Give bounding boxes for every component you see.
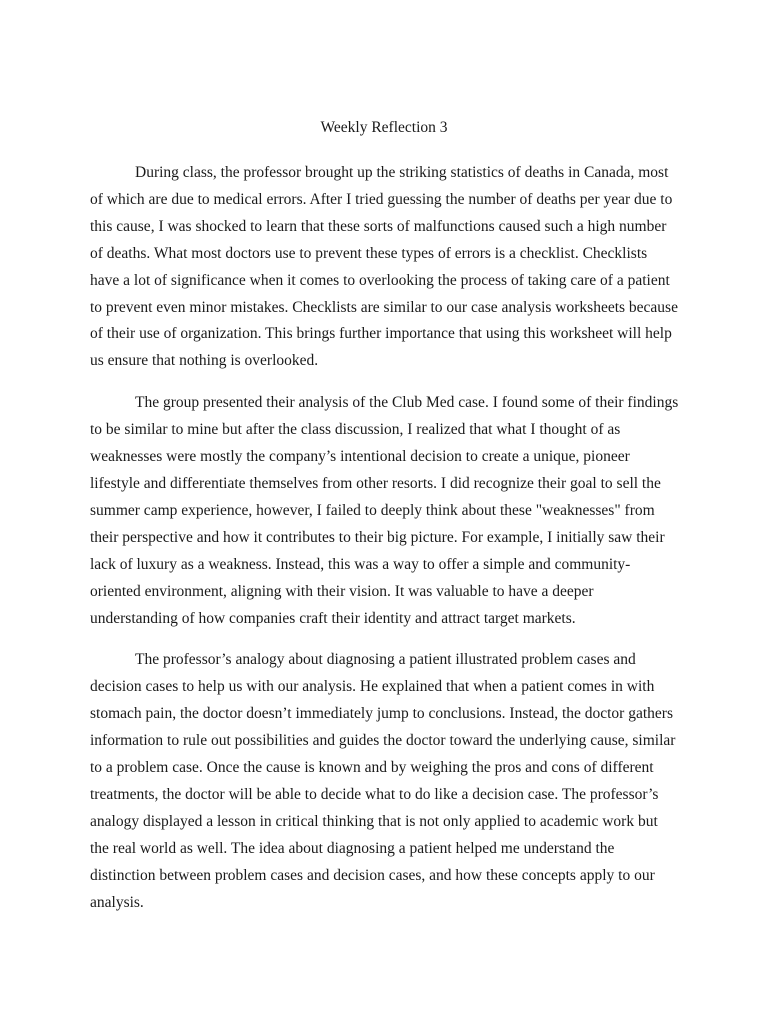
paragraph-2: The group presented their analysis of the Club Med case. I found some of their findings to be similar to mine but after the class discussion, I realized that what I thought of as weaknesses were mostly the company’s intentional decision to create a unique, pioneer lifestyle and differentiate themselves from other resorts. I did recognize their goal to sell the summer camp experience, however, I failed to deeply think about these "weaknesses" from their perspective and how it contributes to their big picture. For example, I initially saw their lack of luxury as a weakness. Instead, this was a way to offer a simple and community-oriented environment, aligning with their vision. It was valuable to have a deeper understanding of how companies craft their identity and attract target markets. <box>90 394 679 627</box>
paragraph-1: During class, the professor brought up the striking statistics of deaths in Canada, most of which are due to medical errors. After I tried guessing the number of deaths per year due to this cause, I was shocked to learn that these sorts of malfunctions caused such a high number of deaths. What most doctors use to prevent these types of errors is a checklist. Checklists have a lot of significance when it comes to overlooking the process of taking care of a patient to prevent even minor mistakes. Checklists are similar to our case analysis worksheets because of their use of organization. This brings further importance that using this worksheet will help us ensure that nothing is overlooked. <box>90 164 678 370</box>
document-title: Weekly Reflection 3 <box>320 119 448 136</box>
paragraph-3: The professor’s analogy about diagnosing a patient illustrated problem cases and decision cases to help us with our analysis. He explained that when a patient comes in with stomach pain, the doctor doesn’t immediately jump to conclusions. Instead, the doctor gathers information to rule out possibilities and guides the doctor toward the underlying cause, similar to a problem case. Once the cause is known and by weighing the pros and cons of different treatments, the doctor will be able to decide what to do like a decision case. The professor’s analogy displayed a lesson in critical thinking that is not only applied to academic work but the real world as well. The idea about diagnosing a patient helped me understand the distinction between problem cases and decision cases, and how these concepts apply to our analysis. <box>90 651 676 911</box>
document-body <box>90 160 680 931</box>
